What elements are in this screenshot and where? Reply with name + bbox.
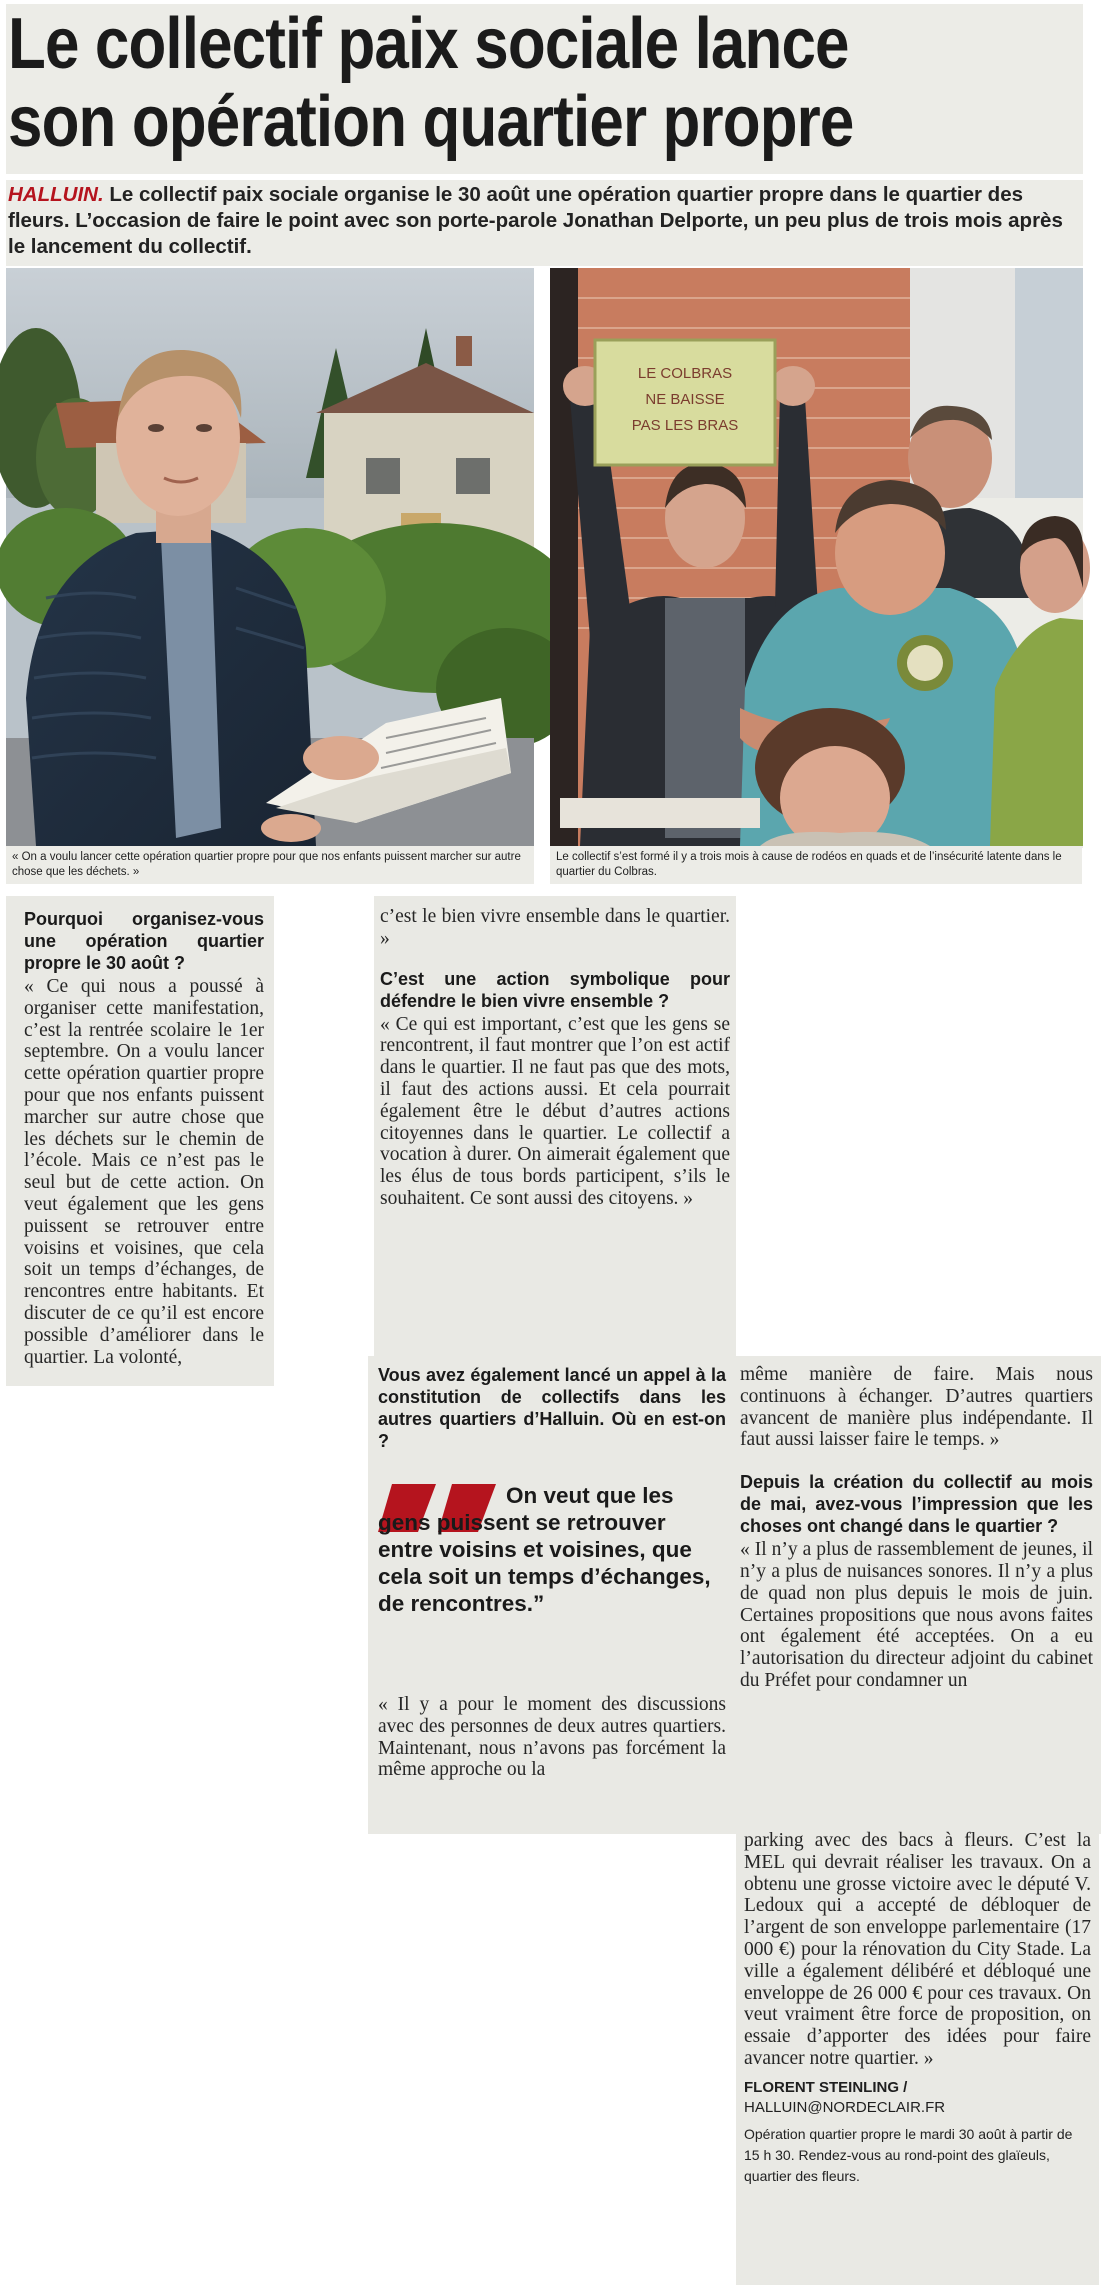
question-4: Depuis la création du collectif au mois de mai, avez-vous l’impression que les choses ont changé dans le quartier ? — [740, 1472, 1093, 1537]
headline-line-2: son opération quartier propre — [8, 82, 854, 162]
answer-2: « Ce qui est important, c’est que les gens se rencontrent, il faut montrer que l’on est actif dans le quartier. Il ne faut pas que des mots, il faut des actions aussi. Et cela pourrait également être le début d’autres actions citoyennes dans le quartier. Le collectif a vocation à durer. On aimerait également que les élus de tous bords participent, s’ils le souhaitent. Ce sont aussi des citoyens. » — [380, 1013, 730, 1209]
question-1: Pourquoi organisez-vous une opération quartier propre le 30 août ? — [24, 909, 264, 973]
article-column-1 — [6, 896, 274, 1386]
headline-line-1: Le collectif paix sociale lance — [8, 4, 849, 84]
photo-spokesperson — [6, 268, 534, 878]
answer-4: « Il n’y a plus de rassemblement de jeunes, il n’y a plus de nuisances sonores. Il n’y a plus de quad non plus depuis le mois de juin. Certaines propositions que nous avons faites ont également été acceptées. On a eu l’autorisation du directeur adjoint du cabinet du Préfet pour condamner un — [740, 1539, 1093, 1691]
question-2: C’est une action symbolique pour défendre le bien vivre ensemble ? — [380, 968, 730, 1011]
answer-4-continued: parking avec des bacs à fleurs. C’est la MEL qui devrait réaliser les travaux. On a obtenu une grosse victoire avec le député V. Ledoux qui a accepté de débloquer de l’argent de son enveloppe parlementaire (17 000 €) pour la rénovation du City Stade. La ville a également délibéré et débloqué une enveloppe de 26 000 € pour ces travaux. On veut vraiment être force de proposition, on essaie d’apporter des idées pour faire avancer notre quartier. » — [744, 1830, 1091, 2069]
lead-text: Le collectif paix sociale organise le 30 août une opération quartier propre dans le quartier des fleurs. L’occasion de faire le point avec son porte-parole Jonathan Delporte, un peu plus de trois mois après le lancement du collectif. — [8, 183, 1063, 258]
article-column-2 — [374, 896, 736, 1366]
event-info: Opération quartier propre le mardi 30 août à partir de 15 h 30. Rendez-vous au rond-point des glaïeuls, quartier des fleurs. — [744, 2125, 1073, 2184]
author-email: HALLUIN@NORDECLAIR.FR — [744, 2098, 946, 2116]
answer-3-continued: même manière de faire. Mais nous continuons à échanger. D’autres quartiers avancent de manière plus indépendante. Il faut aussi laisser faire le temps. » — [740, 1364, 1093, 1451]
sign-line-3: PAS LES BRAS — [631, 417, 739, 434]
answer-1-continued: c’est le bien vivre ensemble dans le quartier. » — [380, 906, 730, 949]
article-column-3-upper — [730, 1356, 1101, 1834]
sign-line-1: LE COLBRAS — [637, 365, 733, 382]
article-column-2-lower — [368, 1356, 734, 1834]
answer-3: « Il y a pour le moment des discussions avec des personnes de deux autres quartiers. Maintenant, nous n’avons pas forcément la même approche ou la — [378, 1694, 726, 1781]
photo-collective-members — [550, 268, 1083, 878]
right-photo-caption: Le collectif s’est formé il y a trois mois à cause de rodéos en quads et de l’insécurité latente dans le quartier du Colbras. — [550, 846, 1082, 884]
pull-quote-text: On veut que les gens puissent se retrouver entre voisins et voisines, que cela soit un temps d’échanges, de rencontres.” — [378, 1483, 711, 1616]
answer-1: « Ce qui nous a poussé à organiser cette manifestation, c’est la rentrée scolaire le 1er septembre. On a voulu lancer cette opération quartier propre pour que nos enfants puissent marcher sur autre chose que les déchets sur le chemin de l’école. Mais ce n’est pas le seul but de cette action. On veut également que les gens puissent se retrouver entre voisins et voisines, que cela soit un temps d’échanges, de rencontres entre habitants. Et discuter de ce qu’il est encore possible d’améliorer dans le quartier. La volonté, — [24, 976, 264, 1368]
question-3: Vous avez également lancé un appel à la constitution de collectifs dans les autres quartiers d’Halluin. Où en est-on ? — [378, 1365, 726, 1451]
author-byline: FLORENT STEINLING / — [744, 2078, 908, 2096]
town-label: HALLUIN. — [8, 183, 104, 206]
headline-block — [6, 4, 1083, 174]
lead-paragraph — [6, 180, 1083, 266]
pull-quote — [378, 1482, 726, 1688]
sign-line-2: NE BAISSE — [645, 391, 725, 408]
left-photo-caption: « On a voulu lancer cette opération quartier propre pour que nos enfants puissent marcher sur autre chose que les déchets. » — [6, 846, 534, 884]
article-column-3-lower — [736, 1826, 1099, 2285]
